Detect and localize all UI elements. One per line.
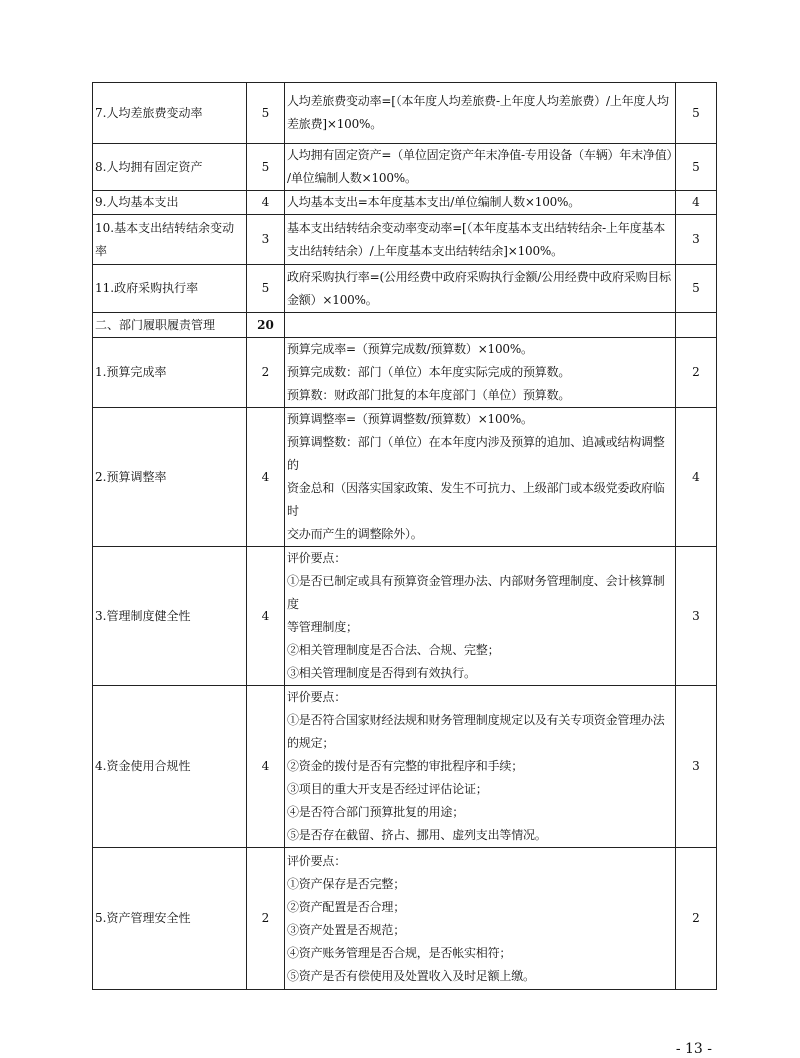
- indicator-description: [285, 313, 676, 338]
- table-row: [93, 848, 717, 990]
- description-line: ②资产配置是否合理；: [287, 899, 406, 914]
- indicator-description: [285, 83, 676, 144]
- awarded-score: 3: [676, 686, 717, 848]
- indicator-name: 1.预算完成率: [93, 338, 247, 408]
- indicator-score: 4: [247, 686, 285, 848]
- awarded-score: 4: [676, 408, 717, 547]
- description-line: 基本支出结转结余变动率变动率=[（本年度基本支出结转结余-上年度基本: [287, 220, 665, 235]
- page-content: [92, 82, 712, 1058]
- table-row: [93, 686, 717, 848]
- indicator-name: 4.资金使用合规性: [93, 686, 247, 848]
- table-row: [93, 547, 717, 686]
- description-line: 政府采购执行率=(公用经费中政府采购执行金额/公用经费中政府采购目标: [287, 269, 671, 284]
- indicator-name: 7.人均差旅费变动率: [93, 83, 247, 144]
- description-line: 预算完成数：部门（单位）本年度实际完成的预算数。: [287, 365, 571, 379]
- awarded-score: 5: [676, 144, 717, 191]
- indicator-name: 8.人均拥有固定资产: [93, 144, 247, 191]
- description-line: 评价要点：: [287, 853, 347, 868]
- description-line: 等管理制度；: [287, 620, 358, 634]
- awarded-score: 4: [676, 191, 717, 215]
- indicator-name: 2.预算调整率: [93, 408, 247, 547]
- indicator-score: 4: [247, 408, 285, 547]
- description-line: 金额）×100%。: [287, 292, 378, 307]
- indicator-name: 3.管理制度健全性: [93, 547, 247, 686]
- description-line: 的规定；: [287, 736, 335, 750]
- description-line: 预算调整数：部门（单位）在本年度内涉及预算的追加、追减或结构调整的: [287, 435, 665, 472]
- indicator-score: 4: [247, 191, 285, 215]
- description-line: 资金总和（因落实国家政策、发生不可抗力、上级部门或本级党委政府临时: [287, 481, 665, 518]
- indicator-description: [285, 191, 676, 215]
- indicator-name: 5.资产管理安全性: [93, 848, 247, 990]
- table-row: [93, 191, 717, 215]
- description-line: 预算调整率=（预算调整数/预算数）×100%。: [287, 412, 533, 426]
- indicator-description: [285, 215, 676, 265]
- awarded-score: 3: [676, 215, 717, 265]
- indicator-score: 4: [247, 547, 285, 686]
- table-row: [93, 338, 717, 408]
- description-line: ④资产账务管理是否合规，是否帐实相符；: [287, 945, 512, 960]
- indicator-description: [285, 848, 676, 990]
- indicator-description: [285, 408, 676, 547]
- description-line: ①是否已制定或具有预算资金管理办法、内部财务管理制度、会计核算制度: [287, 574, 665, 611]
- description-line: 预算完成率=（预算完成数/预算数）×100%。: [287, 342, 533, 356]
- description-line: ③资产处置是否规范；: [287, 922, 406, 937]
- indicator-score: 20: [247, 313, 285, 338]
- description-line: ⑤资产是否有偿使用及处置收入及时足额上缴。: [287, 968, 535, 983]
- description-line: ④是否符合部门预算批复的用途；: [287, 805, 465, 819]
- evaluation-table: [92, 82, 717, 990]
- indicator-description: [285, 144, 679, 191]
- awarded-score: 5: [676, 83, 717, 144]
- description-line: ①资产保存是否完整；: [287, 876, 406, 891]
- indicator-score: 5: [247, 265, 285, 313]
- indicator-score: 5: [247, 144, 285, 191]
- description-line: 预算数：财政部门批复的本年度部门（单位）预算数。: [287, 388, 571, 402]
- description-line: ②资金的拨付是否有完整的审批程序和手续；: [287, 759, 524, 773]
- awarded-score: 3: [676, 547, 717, 686]
- table-row: [93, 83, 717, 144]
- description-line: 人均差旅费变动率=[（本年度人均差旅费-上年度人均差旅费）/上年度人均: [287, 94, 669, 108]
- description-line: ③项目的重大开支是否经过评估论证；: [287, 782, 488, 796]
- indicator-name: 10.基本支出结转结余变动率: [93, 215, 247, 265]
- indicator-name: 11.政府采购执行率: [93, 265, 247, 313]
- table-row: [93, 144, 717, 191]
- awarded-score: [676, 313, 717, 338]
- description-line: 差旅费]×100%。: [287, 117, 383, 131]
- description-line: 支出结转结余）/上年度基本支出结转结余]×100%。: [287, 243, 563, 258]
- indicator-name: 二、部门履职履责管理: [93, 313, 247, 338]
- indicator-score: 3: [247, 215, 285, 265]
- table-row: [93, 215, 717, 265]
- description-line: ②相关管理制度是否合法、合规、完整；: [287, 643, 500, 657]
- indicator-score: 2: [247, 848, 285, 990]
- awarded-score: 2: [676, 338, 717, 408]
- indicator-score: 5: [247, 83, 285, 144]
- awarded-score: 5: [676, 265, 717, 313]
- table-row: [93, 313, 717, 338]
- indicator-description: [285, 686, 676, 848]
- indicator-description: [285, 265, 676, 313]
- description-line: 人均拥有固定资产=（单位固定资产年末净值-专用设备（车辆）年末净值）: [287, 148, 679, 162]
- description-line: 评价要点：: [287, 551, 347, 565]
- description-line: ⑤是否存在截留、挤占、挪用、虚列支出等情况。: [287, 828, 547, 842]
- indicator-score: 2: [247, 338, 285, 408]
- description-line: ①是否符合国家财经法规和财务管理制度规定以及有关专项资金管理办法: [287, 713, 665, 727]
- table-row: [93, 265, 717, 313]
- description-line: ③相关管理制度是否得到有效执行。: [287, 666, 476, 680]
- description-line: 交办而产生的调整除外）。: [287, 527, 423, 541]
- table-row: [93, 408, 717, 547]
- description-line: 人均基本支出=本年度基本支出/单位编制人数×100%。: [287, 195, 581, 209]
- page-number: - 13 -: [675, 1041, 712, 1057]
- indicator-description: [285, 547, 676, 686]
- description-line: /单位编制人数×100%。: [287, 171, 417, 185]
- indicator-name: 9.人均基本支出: [93, 191, 247, 215]
- awarded-score: 2: [676, 848, 717, 990]
- description-line: 评价要点：: [287, 690, 347, 704]
- indicator-description: [285, 338, 676, 408]
